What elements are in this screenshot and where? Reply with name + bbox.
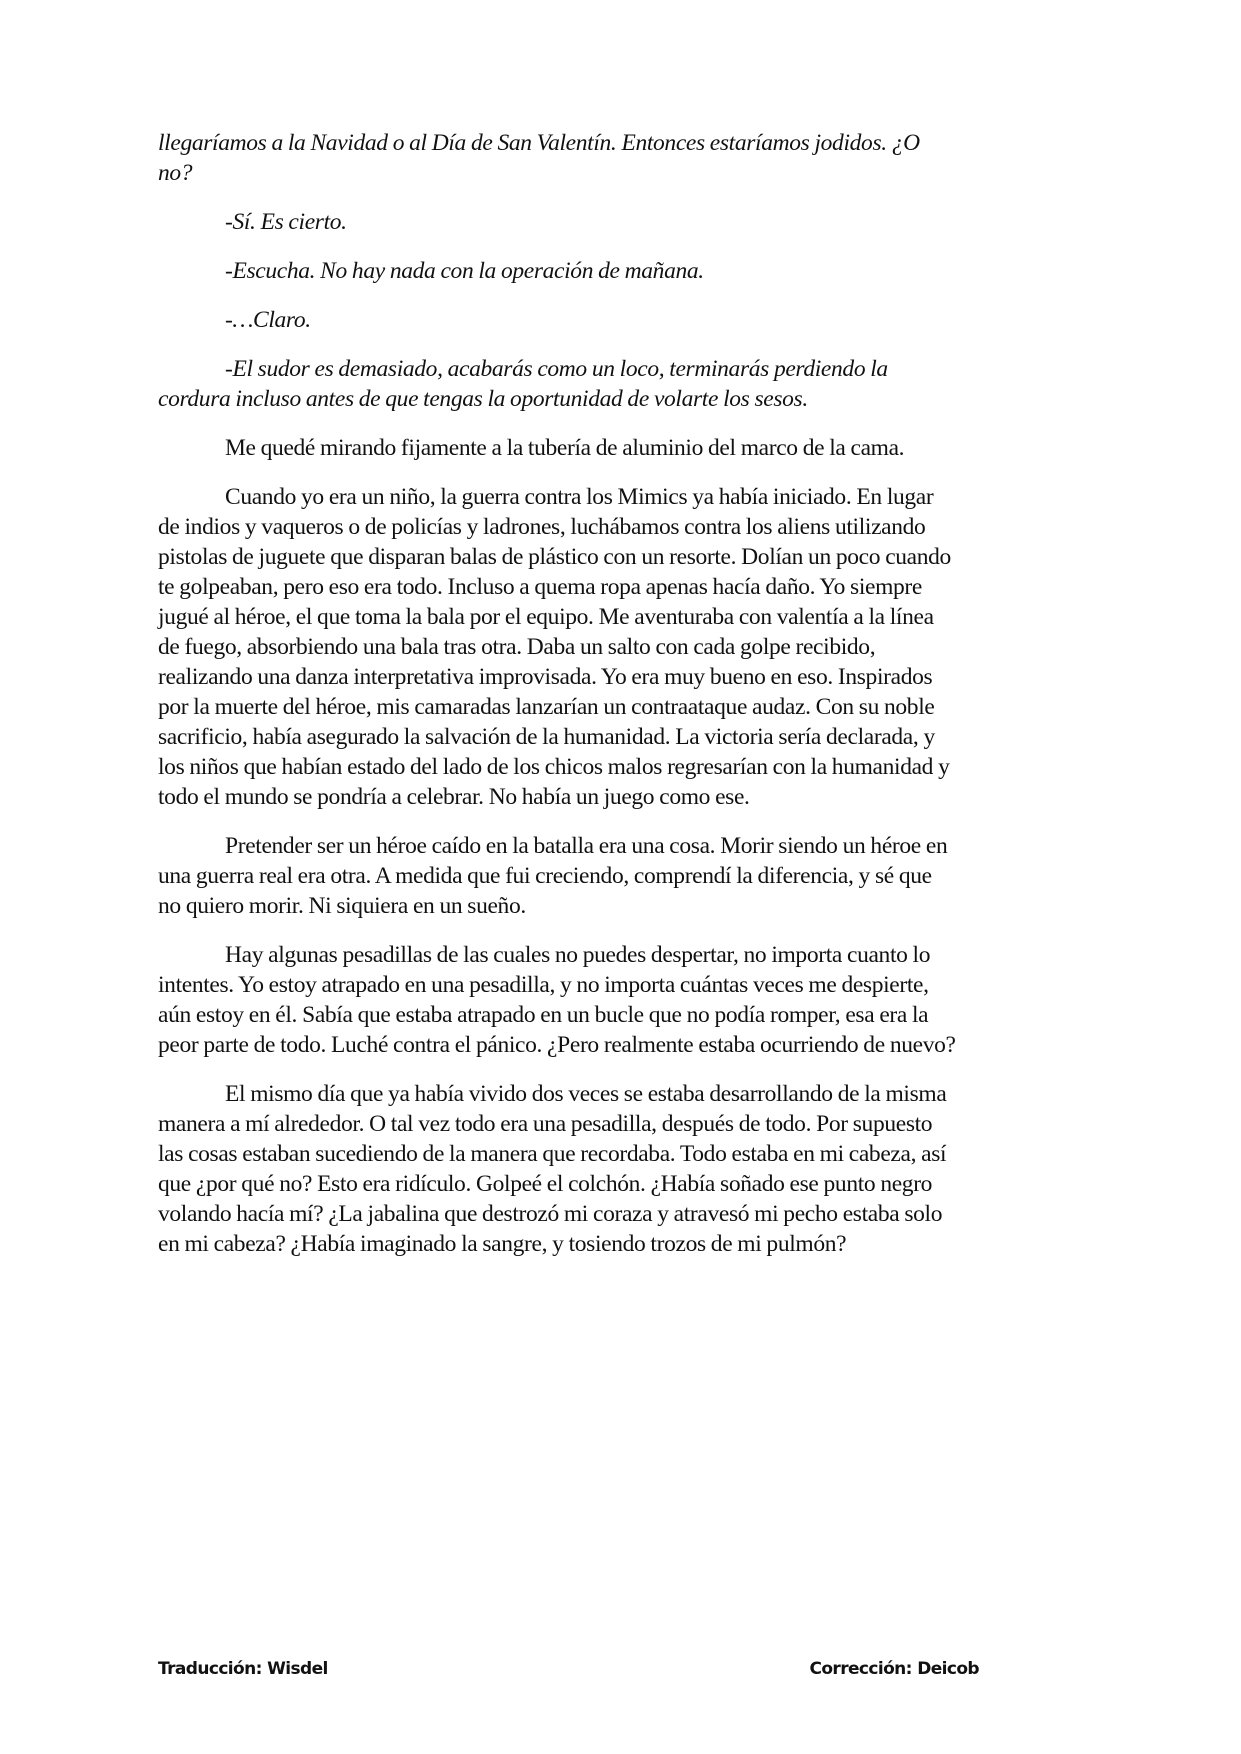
paragraph-dialogue-continuation: llegaríamos a la Navidad o al Día de San Valentín. Entonces estaríamos jodidos. ¿O no? (158, 130, 920, 186)
paragraph-dialogue: -El sudor es demasiado, acabarás como un loco, terminarás perdiendo la cordura incluso antes de que tengas la oportunidad de volarte los sesos. (158, 356, 888, 412)
paragraph-dialogue: -Escucha. No hay nada con la operación de mañana. (225, 258, 704, 284)
document-body (158, 128, 958, 1278)
paragraph: El mismo día que ya había vivido dos veces se estaba desarrollando de la misma manera a mí alrededor. O tal vez todo era una pesadilla, después de todo. Por supuesto las cosas estaban sucediendo de la manera que recordaba. Todo estaba en mi cabeza, así que ¿por qué no? Esto era ridículo. Golpeé el colchón. ¿Había soñado ese punto negro volando hacía mí? ¿La jabalina que destrozó mi coraza y atravesó mi pecho estaba solo en mi cabeza? ¿Había imaginado la sangre, y tosiendo trozos de mi pulmón? (158, 1081, 947, 1257)
paragraph-dialogue: -Sí. Es cierto. (225, 209, 347, 235)
paragraph: Me quedé mirando fijamente a la tubería de aluminio del marco de la cama. (225, 435, 905, 461)
paragraph-dialogue: -…Claro. (225, 307, 311, 333)
paragraph: Hay algunas pesadillas de las cuales no puedes despertar, no importa cuanto lo intentes. Yo estoy atrapado en una pesadilla, y no importa cuántas veces me despierte, aún estoy en él. Sabía que estaba atrapado en un bucle que no podía romper, esa era la peor parte de todo. Luché contra el pánico. ¿Pero realmente estaba ocurriendo de nuevo? (158, 942, 956, 1058)
paragraph: Pretender ser un héroe caído en la batalla era una cosa. Morir siendo un héroe en una guerra real era otra. A medida que fui creciendo, comprendí la diferencia, y sé que no quiero morir. Ni siquiera en un sueño. (158, 833, 948, 919)
footer-translation-credit: Traducción: Wisdel (158, 1659, 328, 1679)
paragraph: Cuando yo era un niño, la guerra contra los Mimics ya había iniciado. En lugar de indios y vaqueros o de policías y ladrones, luchábamos contra los aliens utilizando pistolas de juguete que disparan balas de plástico con un resorte. Dolían un poco cuando te golpeaban, pero eso era todo. Incluso a quema ropa apenas hacía daño. Yo siempre jugué al héroe, el que toma la bala por el equipo. Me aventuraba con valentía a la línea de fuego, absorbiendo una bala tras otra. Daba un salto con cada golpe recibido, realizando una danza interpretativa improvisada. Yo era muy bueno en eso. Inspirados por la muerte del héroe, mis camaradas lanzarían un contraataque audaz. Con su noble sacrificio, había asegurado la salvación de la humanidad. La victoria sería declarada, y los niños que habían estado del lado de los chicos malos regresarían con la humanidad y todo el mundo se pondría a celebrar. No había un juego como ese. (158, 484, 951, 810)
footer-correction-credit: Corrección: Deicob (809, 1659, 979, 1679)
